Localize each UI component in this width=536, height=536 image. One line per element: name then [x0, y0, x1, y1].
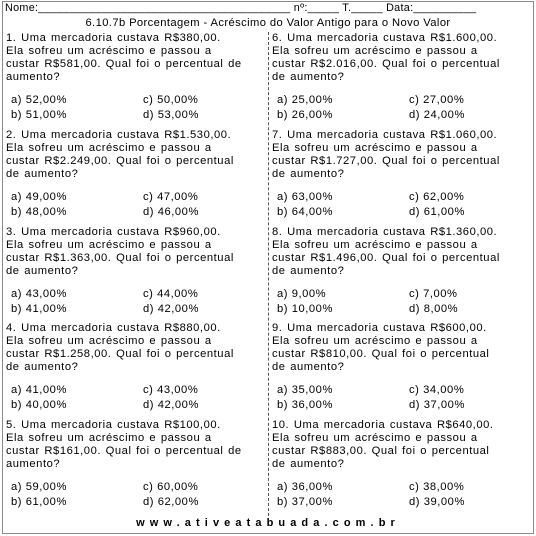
answer-option: a) 52,00%: [11, 94, 67, 106]
question-text-line: de aumento?: [6, 167, 79, 180]
question-text-line: 6. Uma mercadoria custava R$1.600,00.: [272, 32, 498, 44]
answer-options: [6, 288, 266, 316]
question-text-line: Ela sofreu um acréscimo e passou a: [6, 335, 212, 348]
question-text-line: custar R$883,00. Qual foi o percentual: [272, 445, 490, 458]
question-text-line: Ela sofreu um acréscimo e passou a: [272, 432, 478, 445]
question-text-line: custar R$810,00. Qual foi o percentual: [272, 348, 490, 361]
answer-option: b) 61,00%: [11, 496, 67, 509]
question-text-line: de aumento?: [272, 71, 345, 83]
answer-options: [272, 481, 531, 509]
question-text-line: de aumento?: [272, 167, 345, 180]
question-text-line: 7. Uma mercadoria custava R$1.060,00.: [272, 128, 498, 141]
answer-option: d) 61,00%: [409, 205, 465, 218]
answer-option: b) 40,00%: [11, 399, 67, 412]
answer-option: a) 59,00%: [11, 481, 67, 494]
right-question-column: [268, 32, 533, 516]
question-block: [272, 32, 531, 129]
question-block: [6, 322, 266, 419]
answer-option: c) 47,00%: [143, 190, 199, 203]
answer-options: [272, 94, 531, 122]
question-text-line: aumento?: [6, 458, 61, 471]
question-text-line: 1. Uma mercadoria custava R$380,00.: [6, 32, 221, 44]
answer-option: d) 42,00%: [143, 302, 199, 315]
answer-option: d) 37,00%: [409, 399, 465, 412]
answer-option: a) 25,00%: [277, 94, 333, 106]
answer-option: b) 36,00%: [277, 399, 333, 412]
site-footer: www.ativeatabuada.com.br: [136, 517, 400, 529]
answer-option: d) 8,00%: [409, 302, 459, 315]
questions-area: [3, 32, 533, 516]
answer-options: [6, 481, 266, 509]
answer-option: a) 63,00%: [277, 190, 333, 203]
answer-option: a) 49,00%: [11, 190, 67, 203]
question-block: [6, 226, 266, 323]
question-block: [272, 419, 531, 516]
question-text-line: 8. Uma mercadoria custava R$1.360,00.: [272, 225, 498, 238]
question-text-line: custar R$1.727,00. Qual foi o percentual: [272, 154, 500, 167]
question-text-line: custar R$1.363,00. Qual foi o percentual: [6, 251, 234, 264]
question-block: [272, 129, 531, 226]
answer-options: [6, 191, 266, 219]
question-text-line: de aumento?: [272, 361, 345, 374]
answer-option: c) 34,00%: [409, 384, 465, 397]
question-block: [272, 226, 531, 323]
question-text-line: custar R$581,00. Qual foi o percentual de: [6, 58, 242, 70]
answer-option: c) 62,00%: [409, 190, 465, 203]
question-text-line: Ela sofreu um acréscimo e passou a: [6, 141, 212, 154]
answer-option: a) 36,00%: [277, 481, 333, 494]
question-text-line: 10. Uma mercadoria custava R$640,00.: [272, 419, 494, 432]
question-text-line: custar R$1.496,00. Qual foi o percentual: [272, 251, 500, 264]
question-text-line: Ela sofreu um acréscimo e passou a: [6, 45, 212, 57]
question-text-line: aumento?: [6, 71, 61, 83]
answer-option: b) 41,00%: [11, 302, 67, 315]
answer-option: b) 48,00%: [11, 205, 67, 218]
answer-option: c) 44,00%: [143, 287, 199, 300]
question-text-line: custar R$1.258,00. Qual foi o percentual: [6, 348, 234, 361]
answer-option: b) 64,00%: [277, 205, 333, 218]
answer-option: a) 41,00%: [11, 384, 67, 397]
question-text-line: de aumento?: [272, 264, 345, 277]
answer-option: b) 26,00%: [277, 109, 333, 121]
student-info-line: Nome:________________________________________ nº:_____ T._____ Data:__________: [5, 2, 477, 14]
answer-option: c) 50,00%: [143, 94, 199, 106]
answer-option: c) 43,00%: [143, 384, 199, 397]
question-text-line: 4. Uma mercadoria custava R$880,00.: [6, 322, 221, 335]
answer-option: d) 39,00%: [409, 496, 465, 509]
answer-option: b) 37,00%: [277, 496, 333, 509]
answer-option: d) 24,00%: [409, 109, 465, 121]
question-text-line: de aumento?: [6, 361, 79, 374]
answer-option: d) 46,00%: [143, 205, 199, 218]
question-text-line: Ela sofreu um acréscimo e passou a: [272, 335, 478, 348]
answer-option: d) 42,00%: [143, 399, 199, 412]
question-block: [6, 129, 266, 226]
question-text-line: Ela sofreu um acréscimo e passou a: [6, 432, 212, 445]
answer-options: [6, 94, 266, 122]
answer-options: [272, 288, 531, 316]
question-block: [272, 322, 531, 419]
answer-options: [272, 191, 531, 219]
answer-option: b) 51,00%: [11, 109, 67, 121]
question-text-line: de aumento?: [272, 458, 345, 471]
question-text-line: Ela sofreu um acréscimo e passou a: [272, 45, 478, 57]
answer-option: a) 9,00%: [277, 287, 327, 300]
answer-options: [6, 384, 266, 412]
question-text-line: 3. Uma mercadoria custava R$960,00.: [6, 225, 221, 238]
question-text-line: 5. Uma mercadoria custava R$100,00.: [6, 419, 221, 432]
worksheet: [2, 1, 534, 534]
question-text-line: Ela sofreu um acréscimo e passou a: [6, 238, 212, 251]
answer-option: b) 10,00%: [277, 302, 333, 315]
question-block: [6, 419, 266, 516]
answer-option: c) 27,00%: [409, 94, 465, 106]
question-text-line: custar R$2.016,00. Qual foi o percentual: [272, 58, 500, 70]
answer-option: c) 38,00%: [409, 481, 465, 494]
left-question-column: [3, 32, 268, 516]
answer-option: a) 35,00%: [277, 384, 333, 397]
question-text-line: Ela sofreu um acréscimo e passou a: [272, 238, 478, 251]
answer-options: [272, 384, 531, 412]
answer-option: d) 53,00%: [143, 109, 199, 121]
question-text-line: custar R$2.249,00. Qual foi o percentual: [6, 154, 234, 167]
question-block: [6, 32, 266, 129]
worksheet-title: 6.10.7b Porcentagem - Acréscimo do Valor Antigo para o Novo Valor: [85, 17, 451, 29]
answer-option: d) 62,00%: [143, 496, 199, 509]
question-text-line: 9. Uma mercadoria custava R$600,00.: [272, 322, 487, 335]
answer-option: c) 60,00%: [143, 481, 199, 494]
question-text-line: de aumento?: [6, 264, 79, 277]
question-text-line: Ela sofreu um acréscimo e passou a: [272, 141, 478, 154]
question-text-line: 2. Uma mercadoria custava R$1.530,00.: [6, 128, 232, 141]
answer-option: c) 7,00%: [409, 287, 458, 300]
question-text-line: custar R$161,00. Qual foi o percentual de: [6, 445, 242, 458]
answer-option: a) 43,00%: [11, 287, 67, 300]
